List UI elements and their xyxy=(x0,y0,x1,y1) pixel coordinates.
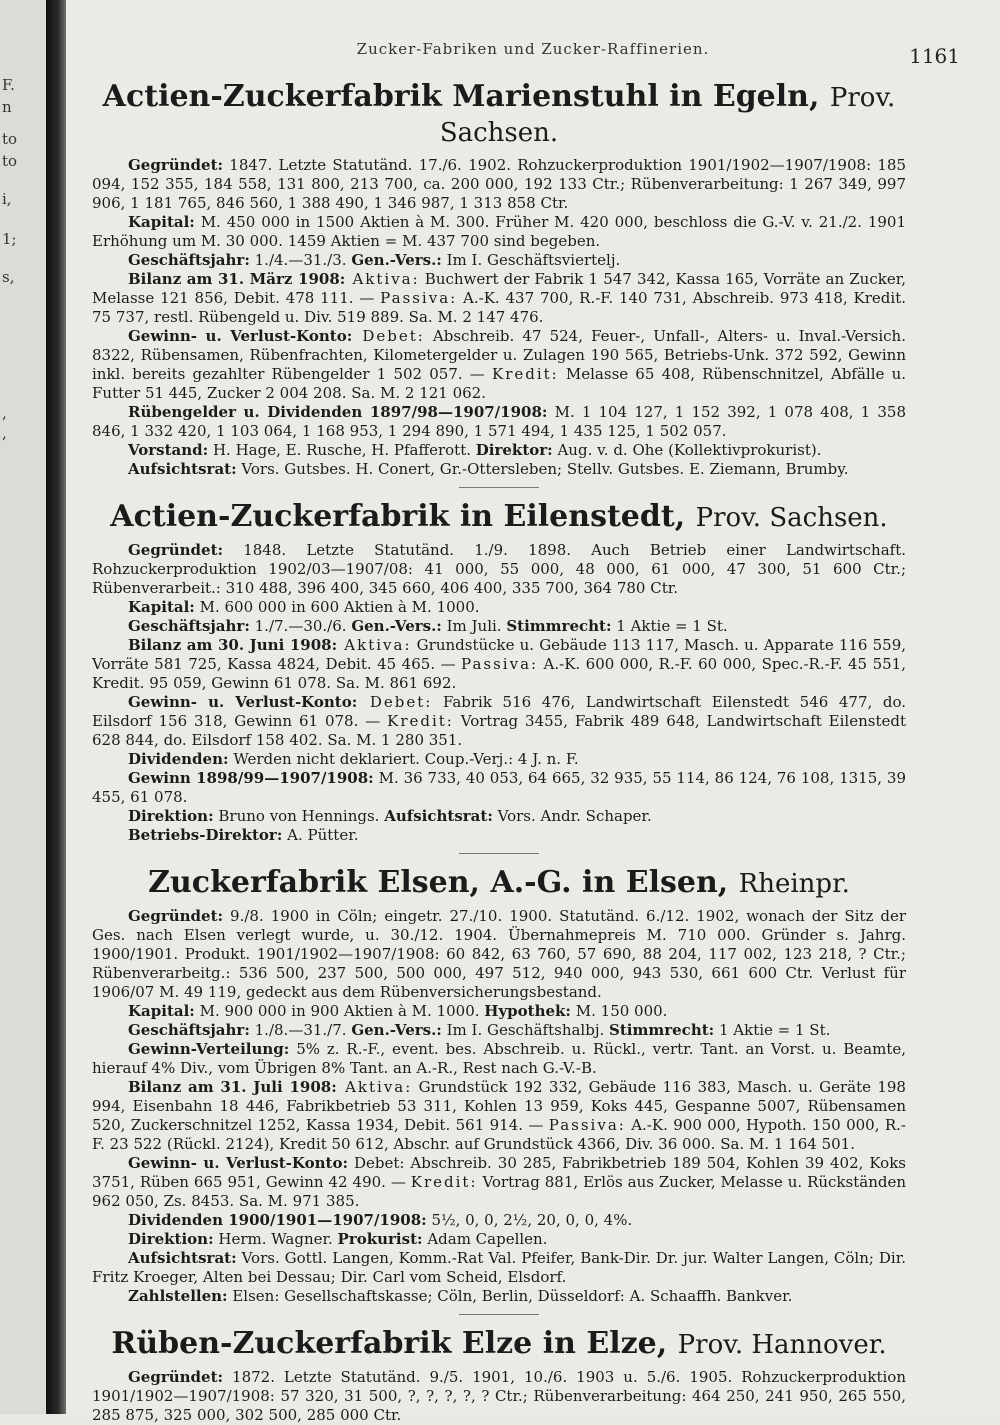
field-value: Elsen: Gesellschaftskasse; Cöln, Berlin, Düsseldorf: A. Schaaffh. Bankver. xyxy=(227,1287,793,1305)
company-name: Actien-Zuckerfabrik in Eilenstedt, xyxy=(110,499,696,534)
company-title xyxy=(92,1327,906,1362)
field-value: 1./8.—31./7. xyxy=(249,1021,352,1039)
field-value: Abschreib. 47 524, Feuer-, Unfall-, Alters- u. Inval.-Versich. 8322, Rübensamen, Rübenfrachten, Kilometergelder u. Zulagen 190 565, Betriebs-Unk. 372 592, Gewinn inkl. bereits gezahlter Rübengelder 1 502 057. — xyxy=(92,327,906,383)
field-value: Herm. Wagner. xyxy=(213,1230,338,1248)
section-label: Passiva: xyxy=(548,1116,626,1134)
field-label: Zahlstellen: xyxy=(128,1287,228,1305)
entry-paragraph xyxy=(92,1287,906,1306)
field-label: Kapital: xyxy=(128,1002,195,1020)
field-value: M. 150 000. xyxy=(570,1002,668,1020)
margin-fragment: i, xyxy=(2,190,12,208)
field-value: Melasse 65 408, Rübenschnitzel, Abfälle u. Futter 51 445, Zucker 2 004 208. Sa. M. 2 121 062. xyxy=(92,365,906,402)
field-value: 1847. Letzte Statutänd. 17./6. 1902. Rohzuckerproduktion 1901/1902—1907/1908: 185 094, 152 355, 184 558, 131 800, 213 700, ca. 200 000, 192 133 Ctr.; Rübenverarbeitung: 1 267 349, 997 906, 1 181 765, 846 560, 1 388 490, 1 346 987, 1 313 858 Ctr. xyxy=(92,156,906,212)
entry-paragraph xyxy=(92,327,906,403)
section-label: Debet: xyxy=(352,327,425,345)
running-head: Zucker-Fabriken und Zucker-Raffinerien. xyxy=(356,40,710,58)
entry-paragraph xyxy=(92,769,906,807)
field-label: Rübengelder u. Dividenden 1897/98—1907/1908: xyxy=(128,403,548,421)
field-value: Vors. Gottl. Langen, Komm.-Rat Val. Pfeifer, Bank-Dir. Dr. jur. Walter Langen, Cöln; Dir. Fritz Kroeger, Alten bei Dessau; Dir. Carl vom Scheid, Elsdorf. xyxy=(92,1249,906,1286)
entry-paragraph xyxy=(92,251,906,270)
field-value: A.-K. 437 700, R.-F. 140 731, Abschreib. 973 418, Kredit. 75 737, restl. Rübengeld u. Div. 519 889. Sa. M. 2 147 476. xyxy=(92,289,906,326)
field-label: Gewinn-Verteilung: xyxy=(128,1040,290,1058)
entry-paragraph xyxy=(92,460,906,479)
field-label: Kapital: xyxy=(128,213,195,231)
field-label: Gewinn- u. Verlust-Konto: xyxy=(128,327,353,345)
entry-paragraph xyxy=(92,1040,906,1078)
entry-paragraph xyxy=(92,1002,906,1021)
field-value: 5½, 0, 0, 2½, 20, 0, 0, 4%. xyxy=(426,1211,633,1229)
entry-paragraph xyxy=(92,693,906,750)
entry-paragraph xyxy=(92,1368,906,1425)
margin-fragment: F. xyxy=(2,76,15,94)
company-region: Prov. Sachsen. xyxy=(695,503,888,533)
margin-fragment: , xyxy=(2,424,7,442)
field-value: Vors. Gutsbes. H. Conert, Gr.-Ottersleben; Stellv. Gutsbes. E. Ziemann, Brumby. xyxy=(236,460,849,478)
field-label: Geschäftsjahr: xyxy=(128,1021,250,1039)
field-label: Bilanz am 30. Juni 1908: xyxy=(128,636,338,654)
field-label: Gewinn- u. Verlust-Konto: xyxy=(128,1154,348,1172)
company-title xyxy=(92,866,906,901)
field-value: 1848. Letzte Statutänd. 1./9. 1898. Auch Betrieb einer Landwirtschaft. Rohzuckerproduktion 1902/03—1907/08: 41 000, 55 000, 48 000, 61 000, 47 300, 51 600 Ctr.; Rübenverarbeit.: 310 488, 396 400, 345 660, 406 400, 335 700, 364 780 Ctr. xyxy=(92,541,906,597)
field-value: Im I. Geschäftsviertelj. xyxy=(441,251,621,269)
section-label: Passiva: xyxy=(380,289,458,307)
entry-paragraph xyxy=(92,1230,906,1249)
field-label: Hypothek: xyxy=(484,1002,571,1020)
field-label: Geschäftsjahr: xyxy=(128,617,250,635)
field-label: Gen.-Vers.: xyxy=(351,617,442,635)
field-label: Aufsichtsrat: xyxy=(128,1249,237,1267)
company-region: Prov. Hannover. xyxy=(677,1330,887,1360)
entry-paragraph xyxy=(92,907,906,1002)
field-label: Betriebs-Direktor: xyxy=(128,826,283,844)
section-label: Kredit: xyxy=(491,365,559,383)
company-entry xyxy=(92,1327,906,1425)
field-value: 1 Aktie = 1 St. xyxy=(714,1021,831,1039)
field-value: 5% z. R.-F., event. bes. Abschreib. u. Rückl., vertr. Tant. an Vorst. u. Beamte, hierauf 4% Div., vom Übrigen 8% Tant. an A.-R., Rest nach G.-V.-B. xyxy=(92,1040,906,1077)
margin-fragment: to xyxy=(2,130,18,148)
field-value: 9./8. 1900 in Cöln; eingetr. 27./10. 1900. Statutänd. 6./12. 1902, wonach der Sitz der Ges. nach Elsen verlegt wurde, u. 30./12. 1904. Übernahmepreis M. 710 000. Gründer s. Jahrg. 1900/1901. Produkt. 1901/1902—1907/1908: 60 842, 63 760, 57 690, 88 204, 117 002, 123 218, ? Ctr.; Rübenverarbeitg.: 536 500, 237 500, 500 000, 497 512, 940 000, 943 530, 661 600 Ctr. Verlust für 1906/07 M. 49 119, gedeckt aus dem Rübenversicherungsbestand. xyxy=(92,907,906,1001)
field-value: A.-K. 600 000, R.-F. 60 000, Spec.-R.-F. 45 551, Kredit. 95 059, Gewinn 61 078. Sa. M. 861 692. xyxy=(92,655,906,692)
field-value: Im Juli. xyxy=(441,617,507,635)
entry-paragraph xyxy=(92,598,906,617)
margin-fragment: n xyxy=(2,98,12,116)
field-value: M. 600 000 in 600 Aktien à M. 1000. xyxy=(194,598,480,616)
field-label: Dividenden 1900/1901—1907/1908: xyxy=(128,1211,427,1229)
entry-separator xyxy=(459,1314,539,1315)
field-value: Vors. Andr. Schaper. xyxy=(492,807,652,825)
entry-paragraph xyxy=(92,1078,906,1154)
field-label: Bilanz am 31. Juli 1908: xyxy=(128,1078,337,1096)
company-name: Actien-Zuckerfabrik Marienstuhl in Egeln, xyxy=(102,79,830,114)
company-title xyxy=(92,80,906,150)
field-label: Aufsichtsrat: xyxy=(128,460,237,478)
field-value: Bruno von Hennings. xyxy=(213,807,385,825)
section-label: Kredit: xyxy=(410,1173,478,1191)
field-value: Grundstück 192 332, Gebäude 116 383, Masch. u. Geräte 198 994, Eisenbahn 18 446, Fabrikbetrieb 53 311, Kohlen 13 959, Koks 445, Gespanne 5007, Rübensamen 520, Zuckerschnitzel 1252, Kassa 1934, Debit. 561 914. — xyxy=(92,1078,906,1134)
field-value: Im I. Geschäftshalbj. xyxy=(441,1021,610,1039)
field-label: Gewinn- u. Verlust-Konto: xyxy=(128,693,358,711)
field-value: M. 36 733, 40 053, 64 665, 32 935, 55 114, 86 124, 76 108, 1315, 39 455, 61 078. xyxy=(92,769,906,806)
field-value: Fabrik 516 476, Landwirtschaft Eilenstedt 546 477, do. Eilsdorf 156 318, Gewinn 61 078. — xyxy=(92,693,906,730)
field-label: Gen.-Vers.: xyxy=(351,1021,442,1039)
entry-paragraph xyxy=(92,1154,906,1211)
field-label: Gegründet: xyxy=(128,156,224,174)
field-label: Kapital: xyxy=(128,598,195,616)
field-label: Gen.-Vers.: xyxy=(351,251,442,269)
field-value: 1872. Letzte Statutänd. 9./5. 1901, 10./6. 1903 u. 5./6. 1905. Rohzuckerproduktion 1901/1902—1907/1908: 57 320, 31 500, ?, ?, ?, ?, ? Ctr.; Rübenverarbeitung: 464 250, 241 950, 265 550, 285 875, 325 000, 302 500, 285 000 Ctr. xyxy=(92,1368,906,1424)
section-label: Passiva: xyxy=(461,655,539,673)
field-label: Direktion: xyxy=(128,807,214,825)
field-value: H. Hage, E. Rusche, H. Pfafferott. xyxy=(208,441,476,459)
book-spine-shadow xyxy=(46,0,66,1414)
field-label: Prokurist: xyxy=(337,1230,423,1248)
field-value: M. 450 000 in 1500 Aktien à M. 300. Früher M. 420 000, beschloss die G.-V. v. 21./2. 1901 Erhöhung um M. 30 000. 1459 Aktien = M. 437 700 sind begeben. xyxy=(92,213,906,250)
field-label: Geschäftsjahr: xyxy=(128,251,250,269)
page-number: 1161 xyxy=(909,44,960,68)
field-value: M. 1 104 127, 1 152 392, 1 078 408, 1 358 846, 1 332 420, 1 103 064, 1 168 953, 1 294 890, 1 571 494, 1 435 125, 1 502 057. xyxy=(92,403,906,440)
entry-paragraph xyxy=(92,156,906,213)
field-value: A. Pütter. xyxy=(282,826,359,844)
entry-paragraph xyxy=(92,617,906,636)
field-label: Gewinn 1898/99—1907/1908: xyxy=(128,769,374,787)
entry-paragraph xyxy=(92,636,906,693)
entry-paragraph xyxy=(92,441,906,460)
entry-paragraph xyxy=(92,541,906,598)
margin-fragment: , xyxy=(2,404,7,422)
field-label: Stimmrecht: xyxy=(506,617,612,635)
entry-paragraph xyxy=(92,403,906,441)
entry-paragraph xyxy=(92,750,906,769)
field-value: Vortrag 881, Erlös aus Zucker, Melasse u. Rückständen 962 050, Zs. 8453. Sa. M. 971 385. xyxy=(92,1173,906,1210)
field-value: 1./4.—31./3. xyxy=(249,251,352,269)
company-name: Rüben-Zuckerfabrik Elze in Elze, xyxy=(111,1326,678,1361)
company-region: Prov. Sachsen. xyxy=(439,83,896,148)
field-label: Gegründet: xyxy=(128,1368,224,1386)
margin-fragment: 1; xyxy=(2,230,17,248)
document-page xyxy=(66,0,1000,1424)
section-label: Aktiva: xyxy=(336,1078,413,1096)
field-value: Werden nicht deklariert. Coup.-Verj.: 4 J. n. F. xyxy=(228,750,579,768)
section-label: Aktiva: xyxy=(345,270,420,288)
field-label: Direktor: xyxy=(475,441,553,459)
margin-fragment: to xyxy=(2,152,18,170)
margin-fragment: s, xyxy=(2,268,15,286)
field-value: 1 Aktie = 1 St. xyxy=(611,617,728,635)
field-value: A.-K. 900 000, Hypoth. 150 000, R.-F. 23 522 (Rückl. 2124), Kredit 50 612, Abschr. auf Grundstück 4366, Div. 36 000. Sa. M. 1 164 501. xyxy=(92,1116,906,1153)
field-value: 1./7.—30./6. xyxy=(249,617,352,635)
entry-paragraph xyxy=(92,213,906,251)
field-value: Grundstücke u. Gebäude 113 117, Masch. u. Apparate 116 559, Vorräte 581 725, Kassa 4824, Debit. 45 465. — xyxy=(92,636,907,673)
section-label: Aktiva: xyxy=(337,636,412,654)
company-region: Rheinpr. xyxy=(738,869,850,899)
entry-paragraph xyxy=(92,1211,906,1230)
field-label: Bilanz am 31. März 1908: xyxy=(128,270,346,288)
company-entry xyxy=(92,80,906,479)
field-label: Stimmrecht: xyxy=(609,1021,715,1039)
field-value: Adam Capellen. xyxy=(422,1230,548,1248)
entry-paragraph xyxy=(92,1249,906,1287)
entry-paragraph xyxy=(92,807,906,826)
field-label: Vorstand: xyxy=(128,441,209,459)
company-entry xyxy=(92,500,906,845)
company-name: Zuckerfabrik Elsen, A.-G. in Elsen, xyxy=(148,865,739,900)
field-value: Aug. v. d. Ohe (Kollektivprokurist). xyxy=(552,441,822,459)
field-value: M. 900 000 in 900 Aktien à M. 1000. xyxy=(194,1002,485,1020)
entry-paragraph xyxy=(92,270,906,327)
section-label: Debet: xyxy=(357,693,433,711)
section-label: Kredit: xyxy=(387,712,454,730)
entry-paragraph xyxy=(92,1021,906,1040)
field-label: Dividenden: xyxy=(128,750,229,768)
text-column xyxy=(92,80,906,1425)
field-label: Aufsichtsrat: xyxy=(384,807,493,825)
field-value: Vortrag 3455, Fabrik 489 648, Landwirtschaft Eilenstedt 628 844, do. Eilsdorf 158 402. Sa. M. 1 280 351. xyxy=(92,712,907,749)
field-value: Buchwert der Fabrik 1 547 342, Kassa 165, Vorräte an Zucker, Melasse 121 856, Debit. 478 111. — xyxy=(92,270,906,307)
entry-separator xyxy=(459,487,539,488)
company-title xyxy=(92,500,906,535)
entry-separator xyxy=(459,853,539,854)
field-value: Debet: Abschreib. 30 285, Fabrikbetrieb 189 504, Kohlen 39 402, Koks 3751, Rüben 665 951, Gewinn 42 490. — xyxy=(92,1154,907,1191)
entry-paragraph xyxy=(92,826,906,845)
field-label: Gegründet: xyxy=(128,541,224,559)
field-label: Direktion: xyxy=(128,1230,214,1248)
left-facing-page-edge xyxy=(0,0,46,1414)
field-label: Gegründet: xyxy=(128,907,224,925)
company-entry xyxy=(92,866,906,1306)
